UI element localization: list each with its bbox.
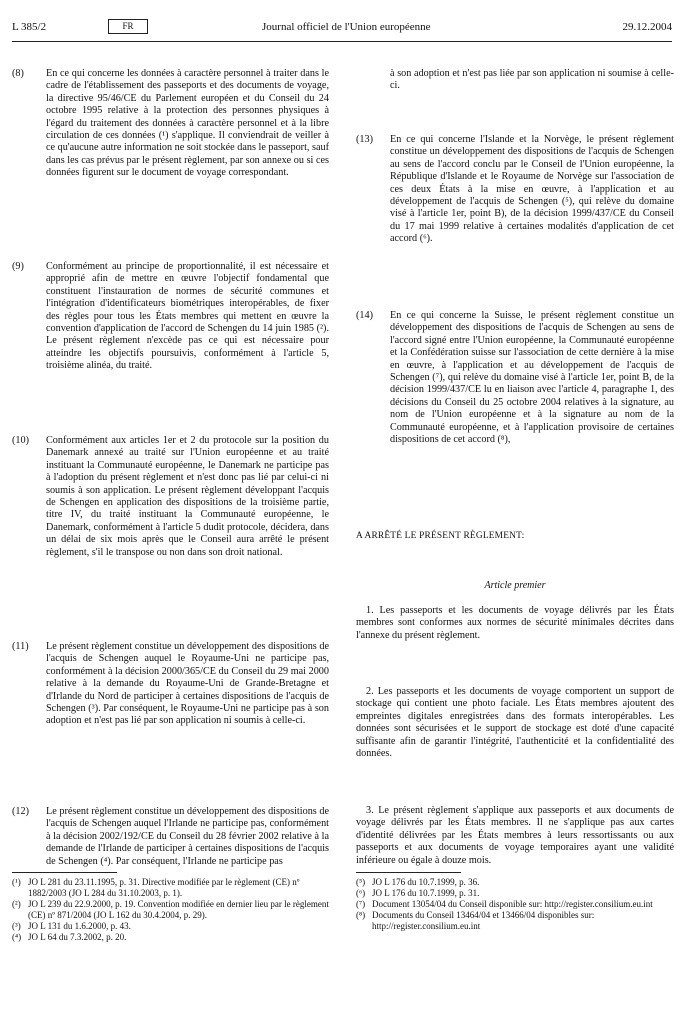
recital-number: (13): [356, 134, 373, 145]
footnote: [12, 899, 329, 921]
recital-8: [12, 68, 329, 180]
article-paragraph-1: 1. Les passeports et les documents de voyage délivrés par les États membres sont conformes aux normes de sécurité minimales décrites dans l'annexe du présent règlement.: [356, 605, 674, 641]
footnote-number: (³): [12, 920, 21, 931]
right-column: [356, 68, 674, 868]
recital-13: [356, 134, 674, 246]
recital-text: Le présent règlement constitue un développement des dispositions de l'acquis de Schengen auquel le Royaume-Uni ne participe pas, conformément à la décision 2000/365/CE du Conseil du 29 mai 2000 relative à la demande du Royaume-Uni de Grande-Bretagne et d'Irlande du Nord de participer à certaines dispositions de l'acquis de Schengen (³). Par conséquent, le Royaume-Uni ne participe pas à son adoption et n'est pas lié par son application ni soumis à celle-ci.: [46, 641, 329, 727]
footnote-text: JO L 281 du 23.11.1995, p. 31. Directive modifiée par le règlement (CE) nº 1882/2003 (JO L 284 du 31.10.2003, p. 1).: [28, 877, 300, 898]
footnote-text: Documents du Conseil 13464/04 et 13466/04 disponibles sur: http://register.consilium.eu.int: [372, 909, 595, 931]
footnote-number: (²): [12, 898, 21, 909]
footnote-rule-right: [356, 872, 461, 873]
recital-number: (8): [12, 68, 24, 79]
recital-14: [356, 310, 674, 446]
footnote-text: JO L 176 du 10.7.1999, p. 36.: [372, 877, 480, 887]
footnote: [356, 899, 674, 910]
footnote-number: (⁵): [356, 877, 366, 887]
recital-12-continuation: à son adoption et n'est pas liée par son application ni soumise à celle-ci.: [390, 68, 674, 92]
footnote-number: (⁸): [356, 909, 366, 920]
footnote: [356, 877, 674, 888]
recital-text: Le présent règlement constitue un développement des dispositions de l'acquis de Schengen auquel l'Irlande ne participe pas, conformément à la décision 2002/192/CE du Conseil du 28 février 2002 relative à la demande de l'Irlande de participer à certaines dispositions de l'acquis de Schengen (⁴). Par conséquent, l'Irlande ne participe pas: [46, 806, 329, 867]
recital-10: [12, 435, 329, 559]
footnote: [12, 932, 329, 943]
page-header: [12, 21, 672, 35]
recital-number: (11): [12, 641, 29, 652]
recital-number: (14): [356, 310, 373, 321]
recital-11: [12, 641, 329, 728]
recital-number: (12): [12, 806, 29, 817]
recital-number: (9): [12, 261, 24, 272]
footnote-number: (⁴): [12, 931, 22, 942]
article-paragraph-2: 2. Les passeports et les documents de voyage comportent un support de stockage qui contient une photo faciale. Les États membres ajoutent des empreintes digitales enregistrées dans des formats interopérables. Les données sont sécurisées et le support de stockage est doté d'une capacité suffisante afin de garantir l'intégrité, l'authenticité et la confidentialité des données.: [356, 686, 674, 760]
recital-text: En ce qui concerne les données à caractère personnel à traiter dans le cadre de l'établissement des passeports et des documents de voyage, la directive 95/46/CE du Parlement européen et du Conseil du 24 octobre 1995 relative à la protection des personnes physiques à l'égard du traitement des données à caractère personnel et à la libre circulation de ces données (¹) s'applique. Il conviendrait de veiller à ce qu'aucune autre information ne soit stockée dans le passeport, sauf dans les cas prévus par le présent règlement, par son annexe ou si ces données figurent sur le document de voyage correspondant.: [46, 68, 329, 179]
footnote-text: JO L 176 du 10.7.1999, p. 31.: [372, 887, 480, 898]
journal-title: Journal officiel de l'Union européenne: [262, 21, 431, 33]
recital-12: [12, 806, 329, 868]
footnote-text: JO L 131 du 1.6.2000, p. 43.: [28, 920, 131, 931]
publication-date: 29.12.2004: [622, 21, 672, 33]
footnote-number: (¹): [12, 877, 21, 887]
footnotes-right: [356, 877, 674, 932]
recital-number: (10): [12, 435, 29, 446]
footnote-rule-left: [12, 872, 117, 873]
recital-text: Conformément au principe de proportionnalité, il est nécessaire et approprié afin de mettre en œuvre l'objectif fondamental que constituent l'instauration de normes de sécurité communes et l'intégration d'identificateurs biométriques interopérables, de fixer des règles pour tous les États membres qui mettent en œuvre la convention d'application de l'accord de Schengen du 14 juin 1985 (²). Le présent règlement n'excède pas ce qui est nécessaire pour atteindre les objectifs poursuivis, conformément à l'article 5, troisième alinéa, du traité.: [46, 261, 329, 372]
footnote-text: JO L 239 du 22.9.2000, p. 19. Convention modifiée en dernier lieu par le règlement (CE) nº 871/2004 (JO L 162 du 30.4.2004, p. 29).: [28, 898, 329, 920]
footnote: [356, 910, 674, 932]
language-badge: FR: [108, 19, 148, 34]
footnote-text: JO L 64 du 7.3.2002, p. 20.: [28, 931, 127, 942]
footnotes-left: [12, 877, 329, 942]
footnote-number: (⁷): [356, 898, 366, 909]
footnote: [12, 921, 329, 932]
header-rule: [12, 41, 672, 42]
article-paragraph-3: 3. Le présent règlement s'applique aux passeports et aux documents de voyage délivrés par les États membres. Il ne s'applique pas aux cartes d'identité délivrées par les États membres à leurs ressortissants ou aux passeports et aux documents de voyage temporaires ayant une validité inférieure ou égale à douze mois.: [356, 805, 674, 866]
footnote: [356, 888, 674, 899]
article-title: Article premier: [484, 580, 546, 591]
recital-text: En ce qui concerne la Suisse, le présent règlement constitue un développement des dispositions de l'acquis de Schengen au sens de l'accord signé entre l'Union européenne, la Communauté européenne et la Confédération suisse sur l'association de cette dernière à la mise en œuvre, à l'application et au développement de l'acquis de Schengen (⁷), qui relève du domaine visé à l'article 1er, point B, de la décision 1999/437/CE lu en liaison avec l'article 4, paragraphe 1, des décisions du Conseil du 25 octobre 2004 relatives à la signature, au nom de l'Union européenne et à la signature au nom de la Communauté européenne, et à l'application provisoire de certaines dispositions de cet accord (⁸),: [390, 310, 674, 446]
page-number: L 385/2: [12, 21, 47, 33]
recital-9: [12, 261, 329, 373]
recital-text: Conformément aux articles 1er et 2 du protocole sur la position du Danemark annexé au traité sur l'Union européenne et au traité instituant la Communauté européenne, le Danemark ne participe pas à l'adoption du présent règlement et n'est donc pas lié par celui-ci ni soumis à son application. Le présent règlement développant l'acquis de Schengen en application des dispositions de la troisième partie, titre IV, du traité instituant la Communauté européenne, le Danemark, conformément à l'article 5 dudit protocole, décidera, dans un délai de six mois après que le Conseil aura arrêté le présent règlement, s'il le transpose ou non dans son droit national.: [46, 435, 329, 558]
left-column: [12, 68, 329, 868]
recital-text: En ce qui concerne l'Islande et la Norvège, le présent règlement constitue un développement des dispositions de l'acquis de Schengen au sens de l'accord conclu par le Conseil de l'Union européenne, la République d'Islande et le Royaume de Norvège sur l'association de ces deux États à la mise en œuvre, à l'application et au développement de l'acquis de Schengen (⁵), qui relève du domaine visé à l'article 1er, point B), de la décision 1999/437/CE du Conseil du 17 mai 1999 relative à certaines modalités d'application de cet accord (⁶).: [390, 134, 674, 245]
footnote-number: (⁶): [356, 887, 366, 898]
enacting-formula: A ARRÊTÉ LE PRÉSENT RÈGLEMENT:: [356, 531, 525, 541]
footnote-text: Document 13054/04 du Conseil disponible sur: http://register.consilium.eu.int: [372, 898, 653, 909]
footnote: [12, 877, 329, 899]
